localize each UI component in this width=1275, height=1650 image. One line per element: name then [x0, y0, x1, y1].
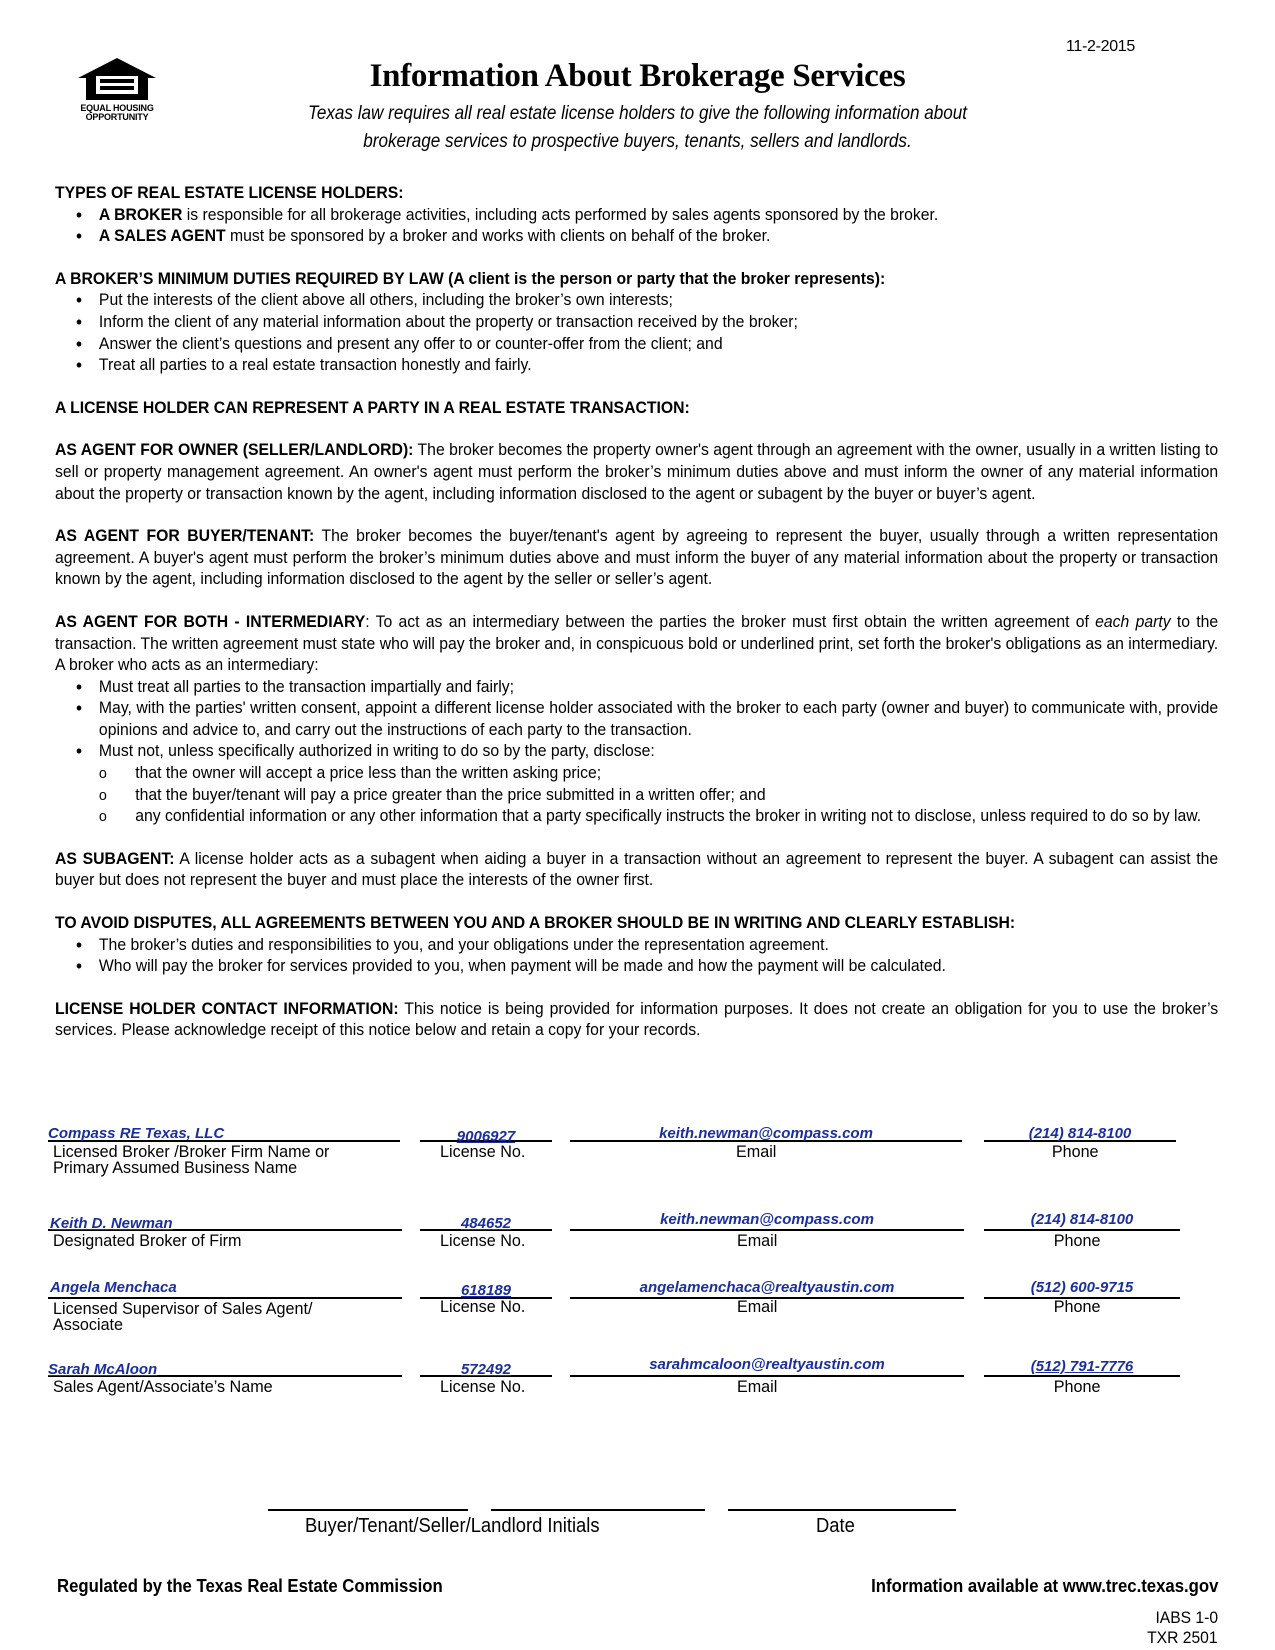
- license-label: License No.: [440, 1231, 526, 1250]
- types-item-broker: [99, 205, 1218, 227]
- term-broker: A BROKER: [98, 205, 183, 224]
- supervisor-phone-field[interactable]: (512) 600-9715: [1030, 1279, 1134, 1296]
- initials-label: Buyer/Tenant/Seller/Landlord Initials: [305, 1515, 600, 1537]
- supervisor-name-field[interactable]: Angela Menchaca: [50, 1279, 177, 1296]
- disputes-list: [55, 935, 1218, 978]
- license-label: License No.: [440, 1142, 526, 1161]
- logo-line-1: EQUAL HOUSING: [80, 103, 154, 113]
- buyer-agent-text: The broker becomes the buyer/tenant's agent by agreeing to represent the buyer, usually through a written representation agreement. A buyer's agent must perform the broker’s minimum duties above and must inform the buyer of any material information about the property or transaction known by the agent, including information disclosed to the agent by the seller or seller’s agent.: [55, 527, 1219, 589]
- role-label-line-1: Sales Agent/Associate’s Name: [53, 1377, 273, 1396]
- broker-firm-email-field[interactable]: keith.newman@compass.com: [659, 1125, 873, 1142]
- initials-field-2[interactable]: [491, 1509, 705, 1511]
- duties-list: [55, 290, 1218, 376]
- subtitle-line-2: brokerage services to prospective buyers, tenants, sellers and landlords.: [363, 131, 912, 152]
- subtitle-line-1: Texas law requires all real estate license holders to give the following information about: [307, 103, 968, 124]
- contact-info-text: This notice is being provided for information purposes. It does not create an obligation for you to use the broker’s services. Please acknowledge receipt of this notice below and retain a copy for your records.: [55, 999, 1219, 1040]
- list-item: • Must treat all parties to the transaction impartially and fairly;: [99, 677, 1218, 699]
- broker-firm-license-field[interactable]: 9006927: [456, 1128, 516, 1145]
- form-date: 11-2-2015: [1065, 38, 1135, 55]
- broker-firm-role-label: [53, 1144, 329, 1176]
- list-item: • Who will pay the broker for services provided to you, when payment will be made and how the payment will be calculated.: [99, 956, 1218, 978]
- designated-broker-phone-field[interactable]: (214) 814-8100: [1030, 1211, 1134, 1228]
- sales-agent-role-label: [53, 1379, 273, 1395]
- disputes-heading: TO AVOID DISPUTES, ALL AGREEMENTS BETWEEN YOU AND A BROKER SHOULD BE IN WRITING AND CLEARLY ESTABLISH:: [55, 914, 1016, 933]
- list-item: • Answer the client’s questions and present any offer to or counter-offer from the client; and: [99, 334, 1218, 356]
- intermediary-list: [55, 677, 1218, 763]
- owner-agent-term: AS AGENT FOR OWNER (SELLER/LANDLORD):: [55, 441, 414, 460]
- email-label: Email: [736, 1297, 778, 1316]
- intermediary-text: : To act as an intermediary between the parties the broker must first obtain the written agreement of: [365, 612, 1096, 631]
- intermediary-paragraph: [55, 612, 1218, 677]
- intermediary-term: AS AGENT FOR BOTH - INTERMEDIARY: [55, 612, 366, 631]
- initials-field-1[interactable]: [268, 1509, 468, 1511]
- intermediary-sublist: [55, 763, 1218, 828]
- subagent-term: AS SUBAGENT:: [55, 849, 175, 868]
- email-label: Email: [736, 1377, 778, 1396]
- phone-label: Phone: [1051, 1142, 1099, 1161]
- email-label: Email: [736, 1231, 778, 1250]
- role-label-line-2: Primary Assumed Business Name: [53, 1158, 298, 1177]
- broker-firm-phone-field[interactable]: (214) 814-8100: [1028, 1125, 1132, 1142]
- buyer-agent-paragraph: [55, 526, 1218, 591]
- subagent-paragraph: [55, 849, 1218, 892]
- subagent-text: A license holder acts as a subagent when aiding a buyer in a transaction without an agreement to represent the buyer. A subagent can assist the buyer but does not represent the buyer and must place the interests of the owner first.: [55, 849, 1219, 890]
- designated-broker-name-field[interactable]: Keith D. Newman: [50, 1215, 173, 1232]
- owner-agent-text: The broker becomes the property owner's agent through an agreement with the owner, usually in a written listing to sell or property management agreement. An owner's agent must perform the broker’s minimum duties above and must inform the owner of any material information about the property or transaction known by the agent, including information disclosed to the agent or subagent by the buyer or buyer’s agent.: [55, 441, 1219, 503]
- owner-agent-paragraph: [55, 440, 1218, 505]
- phone-label: Phone: [1053, 1377, 1101, 1396]
- represent-heading: A LICENSE HOLDER CAN REPRESENT A PARTY IN A REAL ESTATE TRANSACTION:: [55, 398, 690, 417]
- designated-broker-license-field[interactable]: 484652: [460, 1215, 512, 1232]
- contact-info-paragraph: [55, 999, 1218, 1042]
- intermediary-text: to the transaction. The written agreement must state who will pay the broker and, in conspicuous bold or underlined print, set forth the broker's obligations as an intermediary. A broker who acts as an intermediary:: [55, 612, 1219, 675]
- license-label: License No.: [440, 1297, 526, 1316]
- list-item: • Inform the client of any material information about the property or transaction received by the broker;: [99, 312, 1218, 334]
- document-body: [55, 183, 1218, 1042]
- broker-firm-name-field[interactable]: Compass RE Texas, LLC: [48, 1125, 225, 1142]
- supervisor-role-label: [53, 1301, 312, 1333]
- buyer-agent-term: AS AGENT FOR BUYER/TENANT:: [55, 527, 315, 546]
- designated-broker-email-field[interactable]: keith.newman@compass.com: [660, 1211, 874, 1228]
- role-label-line-1: Licensed Supervisor of Sales Agent/: [53, 1299, 313, 1318]
- phone-label: Phone: [1053, 1231, 1101, 1250]
- term-sales-agent: A SALES AGENT: [98, 227, 226, 246]
- supervisor-email-field[interactable]: angelamenchaca@realtyaustin.com: [639, 1279, 895, 1296]
- sales-agent-license-field[interactable]: 572492: [460, 1361, 512, 1378]
- role-label-line-2: Associate: [53, 1315, 124, 1334]
- license-label: License No.: [440, 1377, 526, 1396]
- role-label-line-1: Licensed Broker /Broker Firm Name or: [53, 1142, 330, 1161]
- form-code: TXR 2501: [1147, 1628, 1218, 1647]
- sales-agent-name-field[interactable]: Sarah McAloon: [48, 1361, 158, 1378]
- intermediary-emphasis: each party: [1095, 612, 1171, 631]
- trec-info-text: Information available at www.trec.texas.gov: [870, 1576, 1218, 1596]
- types-heading: TYPES OF REAL ESTATE LICENSE HOLDERS:: [55, 184, 404, 202]
- sub-list-item: o any confidential information or any other information that a party specifically instructs the broker in writing not to disclose, unless required to do so by law.: [135, 806, 1218, 828]
- sub-list-item: o that the owner will accept a price less than the written asking price;: [135, 763, 1218, 785]
- logo-line-2: OPPORTUNITY: [85, 112, 149, 122]
- types-item-text: must be sponsored by a broker and works with clients on behalf of the broker.: [225, 227, 771, 246]
- page-subtitle: [64, 100, 1212, 156]
- page-title: Information About Brokerage Services: [369, 58, 906, 94]
- date-field[interactable]: [728, 1509, 956, 1511]
- role-label-line-1: Designated Broker of Firm: [53, 1231, 242, 1250]
- sub-list-item: o that the buyer/tenant will pay a price greater than the price submitted in a written offer; and: [135, 785, 1218, 807]
- list-item: • Put the interests of the client above all others, including the broker’s own interests;: [99, 290, 1218, 312]
- regulated-by-text: Regulated by the Texas Real Estate Commission: [57, 1576, 443, 1596]
- sales-agent-email-field[interactable]: sarahmcaloon@realtyaustin.com: [649, 1356, 885, 1373]
- duties-heading: A BROKER’S MINIMUM DUTIES REQUIRED BY LAW (A client is the person or party that the broker represents):: [55, 269, 886, 288]
- contact-info-term: LICENSE HOLDER CONTACT INFORMATION:: [55, 999, 399, 1018]
- list-item: • Must not, unless specifically authorized in writing to do so by the party, disclose:: [99, 741, 1218, 763]
- types-list: [55, 205, 1218, 248]
- types-item-sales-agent: [99, 226, 1218, 248]
- supervisor-license-field[interactable]: 618189: [460, 1282, 512, 1299]
- date-label: Date: [816, 1515, 855, 1537]
- form-id: IABS 1-0: [1155, 1608, 1218, 1627]
- list-item: • Treat all parties to a real estate transaction honestly and fairly.: [99, 355, 1218, 377]
- email-label: Email: [735, 1142, 777, 1161]
- list-item: • The broker’s duties and responsibilities to you, and your obligations under the representation agreement.: [99, 935, 1218, 957]
- phone-label: Phone: [1053, 1297, 1101, 1316]
- list-item: • May, with the parties' written consent, appoint a different license holder associated with the broker to each party (owner and buyer) to communicate with, provide opinions and advice to, and carry out the instructions of each party to the transaction.: [99, 698, 1218, 741]
- designated-broker-role-label: [53, 1233, 241, 1249]
- types-item-text: is responsible for all brokerage activities, including acts performed by sales agents sponsored by the broker.: [182, 205, 939, 224]
- sales-agent-phone-field[interactable]: (512) 791-7776: [1030, 1358, 1134, 1375]
